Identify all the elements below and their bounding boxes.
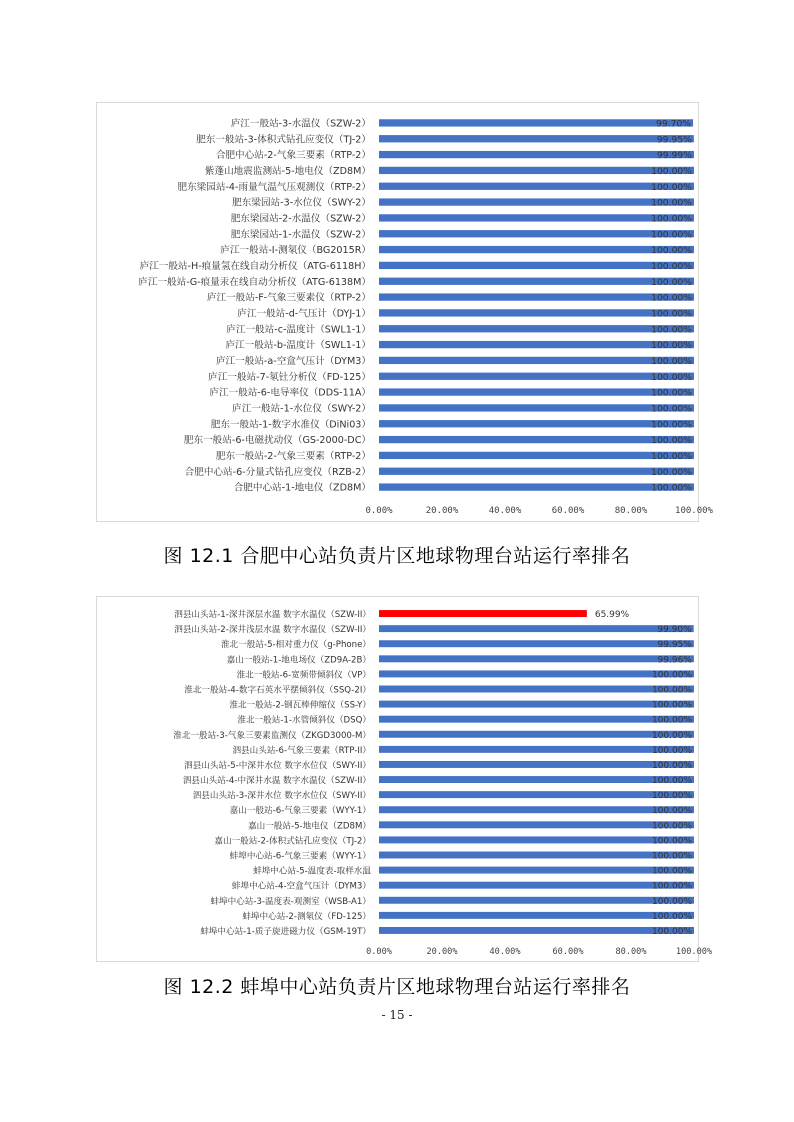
x-tick-label: 20.00%	[425, 506, 459, 516]
x-tick-label: 20.00%	[426, 947, 458, 957]
bar	[379, 135, 694, 142]
data-label: 100.00%	[651, 896, 692, 907]
category-label: 合肥中心站-6-分量式钻孔应变仪（RZB-2）	[184, 466, 371, 478]
bar	[379, 388, 694, 395]
data-label: 100.00%	[651, 866, 692, 877]
data-label: 100.00%	[651, 730, 692, 741]
data-label: 100.00%	[651, 245, 692, 257]
data-label: 99.95%	[656, 134, 692, 146]
category-label: 紫蓬山地震监测站-5-地电仪（ZD8M）	[204, 165, 371, 177]
chart-2-caption: 图 12.2 蚌埠中心站负责片区地球物理台站运行率排名	[163, 976, 631, 998]
bar	[379, 927, 694, 934]
data-label: 100.00%	[651, 482, 692, 494]
data-label: 99.70%	[656, 118, 692, 130]
category-label: 合肥中心站-2-气象三要素（RTP-2）	[215, 150, 371, 162]
x-tick-label: 80.00%	[614, 506, 648, 516]
bar	[379, 761, 694, 768]
data-label: 100.00%	[651, 836, 692, 847]
bar-highlight	[379, 610, 587, 617]
bar	[379, 262, 694, 269]
bar	[379, 912, 694, 919]
bar	[379, 746, 694, 753]
data-label: 100.00%	[651, 450, 692, 462]
data-label: 100.00%	[651, 229, 692, 241]
bar	[379, 404, 694, 411]
bar	[379, 791, 694, 798]
bar	[379, 293, 694, 300]
bar	[379, 836, 694, 843]
category-label: 泗县山头站-4-中深井水温 数字水温仪（SZW-II）	[182, 776, 371, 787]
data-label: 100.00%	[651, 851, 692, 862]
category-label: 肥东梁园站-2-水温仪（SZW-2）	[230, 213, 371, 225]
category-label: 淮北一般站-1-水管倾斜仪（DSQ）	[237, 715, 371, 726]
category-label: 嘉山一般站-6-气象三要素（WYY-1）	[229, 806, 371, 817]
data-label: 100.00%	[651, 435, 692, 447]
category-label: 淮北一般站-6-宽频带倾斜仪（VP）	[236, 670, 371, 681]
category-label: 庐江一般站-6-电导率仪（DDS-11A）	[209, 387, 371, 399]
data-label: 100.00%	[651, 911, 692, 922]
data-label: 100.00%	[651, 197, 692, 209]
bar	[379, 468, 694, 475]
chart-2-svg	[97, 597, 713, 963]
category-label: 嘉山一般站-5-地电仪（ZD8M）	[248, 821, 371, 832]
bar	[379, 625, 694, 632]
bar	[379, 309, 694, 316]
data-label: 100.00%	[651, 181, 692, 193]
x-tick-label: 100.00%	[675, 506, 713, 516]
category-label: 庐江一般站-3-水温仪（SZW-2）	[230, 118, 371, 130]
x-tick-label: 0.00%	[365, 506, 393, 516]
category-label: 肥东一般站-2-气象三要素（RTP-2）	[215, 450, 371, 462]
data-label: 100.00%	[651, 276, 692, 288]
category-label: 泗县山头站-2-深井浅层水温 数字水温仪（SZW-II）	[174, 625, 371, 636]
data-label: 100.00%	[651, 340, 692, 352]
category-label: 嘉山一般站-2-体积式钻孔应变仪（TJ-2）	[214, 836, 371, 847]
bar	[379, 701, 694, 708]
bar	[379, 278, 694, 285]
data-label: 100.00%	[651, 700, 692, 711]
data-label: 100.00%	[651, 760, 692, 771]
data-label: 100.00%	[651, 821, 692, 832]
category-label: 合肥中心站-1-地电仪（ZD8M）	[233, 482, 371, 494]
bar	[379, 246, 694, 253]
bar	[379, 357, 694, 364]
category-label: 淮北一般站-5-相对重力仪（g-Phone）	[221, 640, 371, 651]
data-label: 99.96%	[657, 655, 692, 666]
category-label: 肥东梁园站-4-雨量气温气压观测仪（RTP-2）	[177, 181, 371, 193]
chart-1-hefei-operation-rate	[96, 102, 713, 522]
x-tick-label: 40.00%	[488, 506, 522, 516]
bar	[379, 897, 694, 904]
data-label: 100.00%	[651, 213, 692, 225]
category-label: 蚌埠中心站-6-气象三要素（WYY-1）	[229, 851, 371, 862]
data-label: 99.90%	[657, 625, 692, 636]
category-label: 淮北一般站-4-数字石英水平摆倾斜仪（SSQ-2I）	[184, 685, 371, 696]
data-label: 100.00%	[651, 308, 692, 320]
chart-1-svg	[97, 103, 713, 523]
bar	[379, 151, 694, 158]
bar	[379, 183, 694, 190]
category-label: 肥东一般站-1-数字水准仪（DiNi03）	[210, 419, 371, 431]
bar	[379, 655, 694, 662]
bar	[379, 214, 694, 221]
bar	[379, 420, 694, 427]
chart-1-caption: 图 12.1 合肥中心站负责片区地球物理台站运行率排名	[163, 545, 631, 567]
data-label: 65.99%	[594, 610, 630, 621]
x-tick-label: 100.00%	[675, 947, 713, 957]
category-label: 蚌埠中心站-4-空盒气压计（DYM3）	[231, 881, 371, 892]
category-label: 蚌埠中心站-5-温度表-取样水温	[253, 866, 371, 877]
x-tick-label: 60.00%	[552, 947, 584, 957]
category-label: 肥东一般站-6-电磁扰动仪（GS-2000-DC）	[183, 435, 371, 447]
category-label: 庐江一般站-H-痕量氢在线自动分析仪（ATG-6118H）	[139, 260, 371, 272]
data-label: 100.00%	[651, 715, 692, 726]
category-label: 蚌埠中心站-1-质子旋进磁力仪（GSM-19T）	[200, 926, 371, 937]
data-label: 100.00%	[651, 260, 692, 272]
bar	[379, 806, 694, 813]
category-label: 庐江一般站-1-水位仪（SWY-2）	[232, 403, 371, 415]
category-label: 庐江一般站-G-痕量汞在线自动分析仪（ATG-6138M）	[138, 276, 371, 288]
bar	[379, 640, 694, 647]
data-label: 100.00%	[651, 685, 692, 696]
x-tick-label: 80.00%	[615, 947, 647, 957]
data-label: 100.00%	[651, 806, 692, 817]
category-label: 肥东一般站-3-体积式钻孔应变仪（TJ-2）	[196, 134, 371, 146]
data-label: 100.00%	[651, 387, 692, 399]
data-label: 100.00%	[651, 371, 692, 383]
x-tick-label: 60.00%	[551, 506, 585, 516]
bar	[379, 230, 694, 237]
data-label: 100.00%	[651, 776, 692, 787]
category-label: 庐江一般站-c-温度计（SWL1-1）	[226, 324, 371, 336]
x-tick-label: 0.00%	[366, 947, 392, 957]
data-label: 100.00%	[651, 791, 692, 802]
category-label: 庐江一般站-I-测氡仪（BG2015R）	[220, 245, 371, 257]
data-label: 100.00%	[651, 165, 692, 177]
category-label: 肥东梁园站-1-水温仪（SZW-2）	[230, 229, 371, 241]
bar	[379, 452, 694, 459]
data-label: 100.00%	[651, 355, 692, 367]
bar	[379, 373, 694, 380]
category-label: 庐江一般站-a-空盒气压计（DYM3）	[215, 355, 371, 367]
category-label: 嘉山一般站-1-地电场仪（ZD9A-2B）	[226, 655, 371, 666]
data-label: 100.00%	[651, 926, 692, 937]
category-label: 庐江一般站-F-气象三要素仪（RTP-2）	[206, 292, 371, 304]
chart-2-bengbu-operation-rate	[96, 596, 713, 962]
data-label: 100.00%	[651, 419, 692, 431]
bar	[379, 716, 694, 723]
data-label: 100.00%	[651, 324, 692, 336]
data-label: 100.00%	[651, 745, 692, 756]
category-label: 泗县山头站-3-深井水位 数字水位仪（SWY-II）	[192, 791, 371, 802]
category-label: 蚌埠中心站-2-测氡仪（FD-125）	[242, 911, 371, 922]
category-label: 泗县山头站-6-气象三要素（RTP-II）	[232, 745, 371, 756]
bar	[379, 198, 694, 205]
bar	[379, 867, 694, 874]
data-label: 99.95%	[657, 640, 692, 651]
category-label: 庐江一般站-7-氡钍分析仪（FD-125）	[208, 371, 371, 383]
bar	[379, 731, 694, 738]
data-label: 100.00%	[651, 881, 692, 892]
bar	[379, 670, 694, 677]
category-label: 泗县山头站-5-中深井水位 数字水位仪（SWY-II）	[184, 760, 371, 771]
data-label: 100.00%	[651, 403, 692, 415]
category-label: 淮北一般站-2-钢瓦棒伸缩仪（SS-Y）	[229, 700, 371, 711]
category-label: 庐江一般站-b-温度计（SWL1-1）	[225, 340, 371, 352]
bar	[379, 852, 694, 859]
category-label: 庐江一般站-d-气压计（DYJ-1）	[237, 308, 371, 320]
bar	[379, 119, 693, 126]
data-label: 100.00%	[651, 466, 692, 478]
x-tick-label: 40.00%	[489, 947, 521, 957]
data-label: 100.00%	[651, 670, 692, 681]
bar	[379, 686, 694, 693]
bar	[379, 483, 694, 490]
bar	[379, 821, 694, 828]
data-label: 99.99%	[656, 150, 692, 162]
data-label: 100.00%	[651, 292, 692, 304]
bar	[379, 436, 694, 443]
category-label: 泗县山头站-1-深井深层水温 数字水温仪（SZW-II）	[174, 610, 371, 621]
category-label: 蚌埠中心站-3-温度表-观测室（WSB-A1）	[210, 896, 371, 907]
bar	[379, 167, 694, 174]
page-number: - 15 -	[381, 1008, 413, 1022]
bar	[379, 325, 694, 332]
bar	[379, 341, 694, 348]
bar	[379, 882, 694, 889]
bar	[379, 776, 694, 783]
category-label: 肥东梁园站-3-水位仪（SWY-2）	[232, 197, 371, 209]
category-label: 淮北一般站-3-气象三要素监测仪（ZKGD3000-M）	[173, 730, 371, 741]
